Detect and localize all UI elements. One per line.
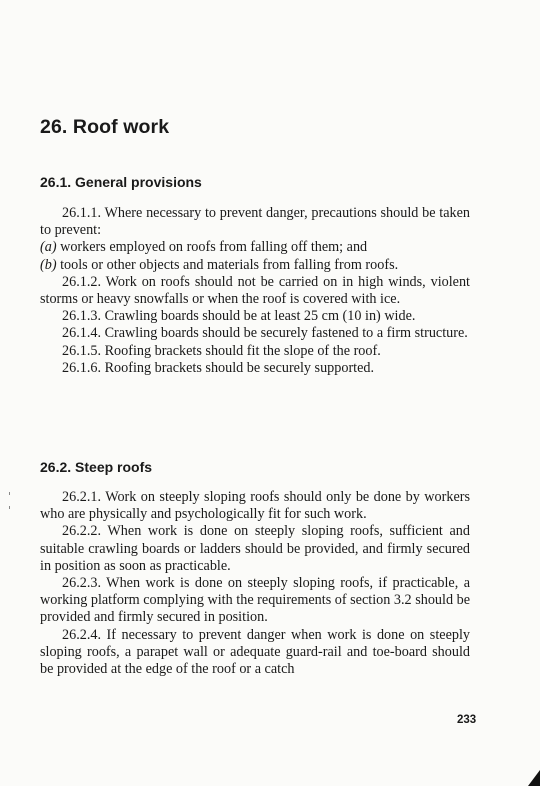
section-26-1 bbox=[40, 205, 470, 377]
margin-mark bbox=[9, 492, 10, 495]
list-item-b bbox=[40, 257, 470, 274]
paragraph-26-1-2: 26.1.2. Work on roofs should not be carried on in high winds, violent storms or heavy snowfalls or when the roof is covered with ice. bbox=[40, 273, 470, 308]
section-heading-26-2: 26.2. Steep roofs bbox=[40, 459, 153, 475]
list-item-a bbox=[40, 239, 470, 256]
page-number: 233 bbox=[457, 714, 477, 726]
section-heading-26-1: 26.1. General provisions bbox=[40, 174, 202, 190]
paragraph-26-1-4: 26.1.4. Crawling boards should be securely fastened to a firm structure. bbox=[62, 325, 468, 342]
paragraph-26-1-1: 26.1.1. Where necessary to prevent danger, precautions should be taken to prevent: bbox=[40, 205, 470, 239]
chapter-title: 26. Roof work bbox=[40, 116, 170, 138]
paragraph-26-1-3: 26.1.3. Crawling boards should be at least 25 cm (10 in) wide. bbox=[62, 308, 416, 325]
section-26-2 bbox=[40, 489, 470, 678]
paragraph-26-2-2: 26.2.2. When work is done on steeply sloping roofs, sufficient and suitable crawling boards or ladders should be provided, and firmly secured in position as soon as practicable. bbox=[40, 523, 470, 574]
list-item-text: tools or other objects and materials from falling from roofs. bbox=[56, 256, 399, 273]
paragraph-26-1-6: 26.1.6. Roofing brackets should be securely supported. bbox=[62, 359, 375, 376]
paragraph-26-2-4: 26.2.4. If necessary to prevent danger when work is done on steeply sloping roofs, a parapet wall or adequate guard-rail and toe-board should be provided at the edge of the roof or a catch bbox=[40, 626, 470, 678]
margin-mark bbox=[9, 506, 10, 509]
list-item-text: workers employed on roofs from falling off them; and bbox=[56, 239, 368, 256]
list-marker: (b) bbox=[40, 256, 57, 273]
paragraph-26-2-3: 26.2.3. When work is done on steeply sloping roofs, if practicable, a working platform complying with the requirements of section 3.2 should be provided and firmly secured in position. bbox=[40, 575, 470, 626]
list-marker: (a) bbox=[40, 239, 57, 256]
page-corner-mark bbox=[528, 770, 540, 786]
paragraph-26-2-1: 26.2.1. Work on steeply sloping roofs should only be done by workers who are physically and psychologically fit for such work. bbox=[40, 489, 470, 523]
paragraph-26-1-5: 26.1.5. Roofing brackets should fit the slope of the roof. bbox=[62, 342, 381, 359]
